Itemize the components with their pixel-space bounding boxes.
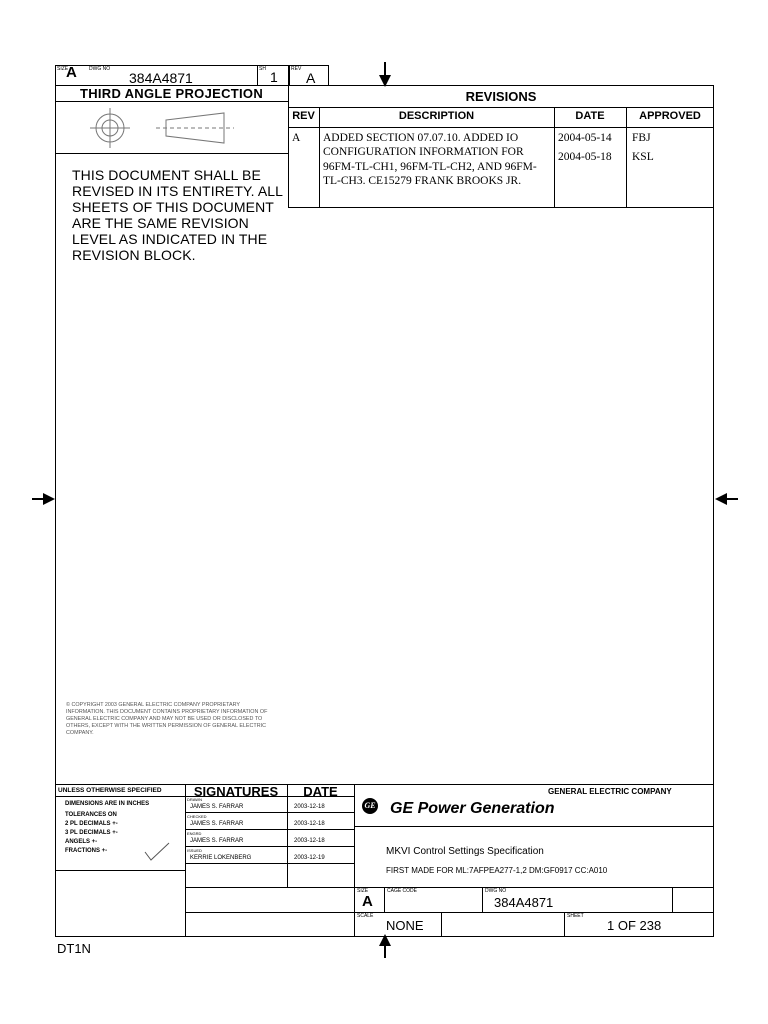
rev-label: REV bbox=[291, 66, 302, 72]
signature-role: DRAWN bbox=[187, 797, 202, 802]
signature-name: JAMES S. FARRAR bbox=[190, 838, 244, 844]
revision-date-1: 2004-05-14 bbox=[558, 132, 612, 144]
signature-date: 2003-12-18 bbox=[294, 838, 325, 844]
rev-value: A bbox=[306, 70, 316, 86]
col-description-header: DESCRIPTION bbox=[398, 110, 475, 122]
signature-name: KERRIE LOKENBERG bbox=[190, 855, 252, 861]
left-center-arrow bbox=[32, 492, 56, 506]
size-label: SIZE bbox=[57, 66, 69, 72]
dwg-no-label: DWG NO bbox=[89, 66, 111, 72]
signature-date-header: DATE bbox=[303, 784, 338, 799]
bottom-center-arrow bbox=[378, 934, 392, 958]
tb-size-value: A bbox=[362, 893, 373, 910]
cage-code-label: CAGE CODE bbox=[387, 888, 418, 894]
first-made-for: FIRST MADE FOR ML:7AFPEA277-1,2 DM:GF0917 CC:A010 bbox=[386, 866, 608, 875]
checkmark-icon bbox=[144, 842, 170, 862]
revision-approved-2: KSL bbox=[632, 151, 654, 163]
sheet-label: SH bbox=[259, 66, 266, 72]
sheet-value: 1 bbox=[270, 69, 278, 85]
tb-dwg-no-value: 384A4871 bbox=[494, 895, 554, 910]
revision-approved-1: FBJ bbox=[632, 132, 651, 144]
tolerance-line: FRACTIONS +- bbox=[65, 848, 108, 854]
ge-logo bbox=[362, 798, 378, 814]
projection-title: THIRD ANGLE PROJECTION bbox=[79, 86, 264, 101]
scale-label: SCALE bbox=[357, 913, 374, 919]
division-name: GE Power Generation bbox=[390, 800, 555, 817]
scale-value: NONE bbox=[386, 918, 424, 933]
signature-date: 2003-12-19 bbox=[294, 855, 325, 861]
signature-date: 2003-12-18 bbox=[294, 821, 325, 827]
tolerance-line: TOLERANCES ON bbox=[65, 812, 117, 818]
ge-logo-text: GE bbox=[364, 801, 376, 810]
size-value: A bbox=[66, 64, 77, 81]
dwg-no-value: 384A4871 bbox=[129, 70, 193, 86]
revision-notice: THIS DOCUMENT SHALL BE REVISED IN ITS ENTIRETY. ALL SHEETS OF THIS DOCUMENT ARE THE SAME REVISION LEVEL AS INDICATED IN THE REVISION BLOCK. bbox=[72, 167, 283, 263]
tolerances-header: UNLESS OTHERWISE SPECIFIED bbox=[58, 787, 162, 794]
col-date-header: DATE bbox=[575, 110, 605, 122]
signature-name: JAMES S. FARRAR bbox=[190, 821, 244, 827]
revision-date-2: 2004-05-18 bbox=[558, 151, 612, 163]
signature-role: ISSUED bbox=[187, 848, 202, 853]
col-rev-header: REV bbox=[292, 110, 315, 122]
tolerance-line: 3 PL DECIMALS +- bbox=[65, 830, 118, 836]
tb-dwg-no-label: DWG NO bbox=[485, 888, 507, 894]
signature-name: JAMES S. FARRAR bbox=[190, 804, 244, 810]
footer-code: DT1N bbox=[57, 941, 91, 956]
revision-rev-cell: A bbox=[292, 132, 301, 144]
tb-sheet-value: 1 OF 238 bbox=[607, 918, 662, 933]
tolerance-line: DIMENSIONS ARE IN INCHES bbox=[65, 801, 150, 807]
tolerance-line: 2 PL DECIMALS +- bbox=[65, 821, 118, 827]
tolerance-line: ANGELS +- bbox=[65, 839, 98, 845]
copyright-notice: © COPYRIGHT 2003 GENERAL ELECTRIC COMPANY PROPRIETARY INFORMATION. THIS DOCUMENT CONTAINS PROPRIETARY INFORMATION OF GENERAL ELECTRIC COMPANY AND MAY NOT BE USED OR DISCLOSED TO OTHERS, EXCEPT WITH THE WRITTEN PERMISSION OF GENERAL ELECTRIC COMPANY. bbox=[66, 702, 268, 736]
document-title: MKVI Control Settings Specification bbox=[386, 846, 544, 857]
col-approved-header: APPROVED bbox=[639, 110, 701, 122]
signatures-header: SIGNATURES bbox=[193, 784, 279, 799]
revision-description-cell: ADDED SECTION 07.07.10. ADDED IO CONFIGURATION INFORMATION FOR 96FM-TL-CH1, 96FM-TL-CH2, AND 96FM-TL-CH3. CE15279 FRANK BROOKS JR. bbox=[323, 132, 537, 188]
signature-date: 2003-12-18 bbox=[294, 804, 325, 810]
tb-sheet-label: SHEET bbox=[567, 913, 584, 919]
signature-role: ENGRD bbox=[187, 831, 202, 836]
signature-role: CHECKED bbox=[187, 814, 207, 819]
right-center-arrow bbox=[714, 492, 738, 506]
third-angle-projection-icon bbox=[88, 106, 248, 150]
revisions-title: REVISIONS bbox=[465, 89, 537, 104]
company-name: GENERAL ELECTRIC COMPANY bbox=[548, 787, 672, 796]
tb-size-label: SIZE bbox=[357, 888, 369, 894]
